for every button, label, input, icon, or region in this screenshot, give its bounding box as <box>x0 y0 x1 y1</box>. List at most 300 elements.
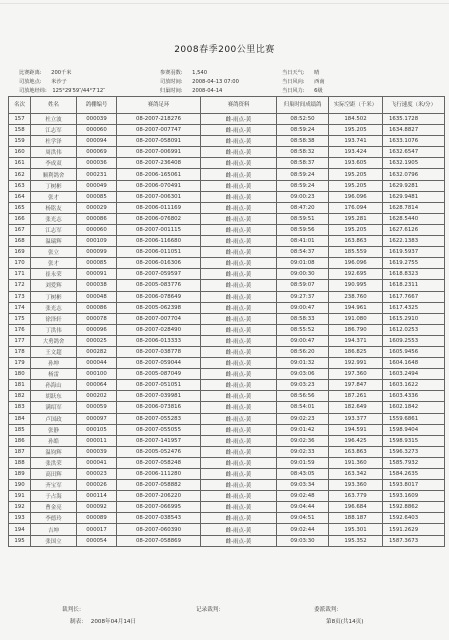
cell-pigeon-info: 雌-雨点-黄 <box>201 224 277 235</box>
table-row <box>9 147 445 158</box>
cell-rank: 164 <box>9 191 31 202</box>
cell-rank: 175 <box>9 313 31 324</box>
cell-loft-no: 000064 <box>77 380 117 391</box>
cell-loft-no: 000059 <box>77 402 117 413</box>
col-header-name: 姓名 <box>31 97 77 114</box>
cell-arrival-time: 08:47:20 <box>277 202 329 213</box>
cell-speed: 1592.8862 <box>383 502 445 513</box>
cell-arrival-time: 09:02:48 <box>277 491 329 502</box>
cell-name: 满绍军 <box>31 402 77 413</box>
cell-speed: 1587.3673 <box>383 535 445 546</box>
cell-ring: 08-2006-076802 <box>117 213 201 224</box>
cell-loft-no: 000017 <box>77 524 117 535</box>
cell-pigeon-info: 雌-雨点-黄 <box>201 424 277 435</box>
cell-ring: 08-2006-011051 <box>117 247 201 258</box>
cell-distance: 196.096 <box>329 258 383 269</box>
cell-pigeon-info: 雌-雨点-黄 <box>201 469 277 480</box>
cell-loft-no: 000085 <box>77 258 117 269</box>
cell-loft-no: 000100 <box>77 369 117 380</box>
col-header-speed: 飞行速度（米/分） <box>383 97 445 114</box>
cell-pigeon-info: 雌-雨点-黄 <box>201 535 277 546</box>
cell-loft-no: 000202 <box>77 391 117 402</box>
cell-arrival-time: 08:43:05 <box>277 469 329 480</box>
cell-rank: 165 <box>9 202 31 213</box>
cell-name: 丁树彬 <box>31 180 77 191</box>
meta-release-location: 司放地点: 米沙子 <box>19 79 67 85</box>
cell-loft-no: 000099 <box>77 247 117 258</box>
cell-distance: 195.205 <box>329 224 383 235</box>
cell-rank: 193 <box>9 513 31 524</box>
cell-distance: 186.825 <box>329 346 383 357</box>
cell-speed: 1632.0796 <box>383 169 445 180</box>
cell-speed: 1635.1728 <box>383 114 445 125</box>
cell-ring: 08-2005-052476 <box>117 446 201 457</box>
table-row <box>9 136 445 147</box>
table-row <box>9 469 445 480</box>
cell-rank: 188 <box>9 457 31 468</box>
cell-pigeon-info: 雌-雨点-黄 <box>201 247 277 258</box>
cell-loft-no: 000036 <box>77 158 117 169</box>
table-row <box>9 457 445 468</box>
cell-ring: 08-2007-059044 <box>117 358 201 369</box>
cell-rank: 186 <box>9 435 31 446</box>
cell-loft-no: 000085 <box>77 191 117 202</box>
cell-rank: 163 <box>9 180 31 191</box>
cell-pigeon-info: 雌-雨点-黄 <box>201 169 277 180</box>
cell-pigeon-info: 雌-雨点-黄 <box>201 313 277 324</box>
cell-pigeon-info: 雌-雨点-黄 <box>201 191 277 202</box>
table-row <box>9 513 445 524</box>
cell-ring: 08-2007-058091 <box>117 136 201 147</box>
table-row <box>9 435 445 446</box>
cell-ring: 08-2005-083776 <box>117 280 201 291</box>
cell-rank: 183 <box>9 402 31 413</box>
cell-arrival-time: 09:27:37 <box>277 291 329 302</box>
cell-loft-no: 000109 <box>77 236 117 247</box>
cell-ring: 08-2007-055283 <box>117 413 201 424</box>
table-row <box>9 247 445 258</box>
cell-name: 张洪荣 <box>31 457 77 468</box>
cell-name: 崔永荣 <box>31 269 77 280</box>
cell-pigeon-info: 雌-雨点-黄 <box>201 269 277 280</box>
cell-distance: 192.695 <box>329 269 383 280</box>
cell-pigeon-info: 雌-雨点-黄 <box>201 402 277 413</box>
cell-name: 张光志 <box>31 213 77 224</box>
cell-loft-no: 000114 <box>77 491 117 502</box>
cell-speed: 1604.1648 <box>383 358 445 369</box>
footer-print-info: 制表： 2008年04月14日 <box>70 619 137 625</box>
table-row <box>9 346 445 357</box>
cell-distance: 163.863 <box>329 446 383 457</box>
cell-rank: 171 <box>9 269 31 280</box>
cell-name: 张才 <box>31 258 77 269</box>
cell-rank: 161 <box>9 158 31 169</box>
footer-assigned-referee: 委派裁判： <box>314 607 342 613</box>
cell-speed: 1617.4325 <box>383 302 445 313</box>
cell-arrival-time: 09:03:23 <box>277 380 329 391</box>
cell-arrival-time: 09:02:44 <box>277 524 329 535</box>
cell-loft-no: 000231 <box>77 169 117 180</box>
cell-rank: 166 <box>9 213 31 224</box>
cell-loft-no: 000038 <box>77 280 117 291</box>
cell-name: 丁洪伟 <box>31 324 77 335</box>
cell-arrival-time: 08:58:32 <box>277 147 329 158</box>
cell-arrival-time: 08:58:37 <box>277 158 329 169</box>
cell-distance: 195.205 <box>329 169 383 180</box>
cell-ring: 08-2007-066995 <box>117 502 201 513</box>
table-row <box>9 302 445 313</box>
cell-name: 孙海山 <box>31 380 77 391</box>
cell-rank: 182 <box>9 391 31 402</box>
cell-name: 李成双 <box>31 158 77 169</box>
cell-ring: 08-2006-078649 <box>117 291 201 302</box>
cell-name: 江志军 <box>31 125 77 136</box>
cell-pigeon-info: 雌-雨点-黄 <box>201 202 277 213</box>
cell-name: 周洪伟 <box>31 147 77 158</box>
table-row <box>9 446 445 457</box>
cell-pigeon-info: 雌-雨点-黄 <box>201 136 277 147</box>
cell-speed: 1618.8323 <box>383 269 445 280</box>
cell-loft-no: 000011 <box>77 435 117 446</box>
cell-arrival-time: 09:02:23 <box>277 413 329 424</box>
cell-distance: 192.991 <box>329 358 383 369</box>
cell-name: 大勇鸽舍 <box>31 335 77 346</box>
cell-speed: 1619.2755 <box>383 258 445 269</box>
cell-rank: 179 <box>9 358 31 369</box>
cell-name: 于占海 <box>31 491 77 502</box>
cell-speed: 1603.2494 <box>383 369 445 380</box>
cell-name: 孙皓 <box>31 435 77 446</box>
cell-loft-no: 000282 <box>77 346 117 357</box>
cell-rank: 174 <box>9 302 31 313</box>
meta-wind-direction: 当日风向: 西南 <box>282 79 325 85</box>
cell-arrival-time: 09:00:30 <box>277 269 329 280</box>
table-row <box>9 524 445 535</box>
cell-speed: 1632.1905 <box>383 158 445 169</box>
cell-rank: 173 <box>9 291 31 302</box>
table-row <box>9 402 445 413</box>
cell-rank: 194 <box>9 524 31 535</box>
cell-arrival-time: 09:02:36 <box>277 435 329 446</box>
table-row <box>9 335 445 346</box>
cell-distance: 194.591 <box>329 424 383 435</box>
cell-ring: 08-2007-060390 <box>117 524 201 535</box>
cell-speed: 1632.6547 <box>383 147 445 158</box>
cell-speed: 1628.5440 <box>383 213 445 224</box>
table-header-row <box>9 97 445 114</box>
cell-loft-no: 000096 <box>77 324 117 335</box>
cell-arrival-time: 08:56:56 <box>277 391 329 402</box>
table-body <box>9 114 445 547</box>
meta-release-time: 司放时间: 2008-04-13 07:00 <box>160 79 239 85</box>
cell-arrival-time: 08:52:50 <box>277 114 329 125</box>
cell-loft-no: 000105 <box>77 424 117 435</box>
cell-distance: 186.790 <box>329 324 383 335</box>
cell-speed: 1629.9281 <box>383 180 445 191</box>
page-title: 2008春季200公里比赛 <box>174 45 275 55</box>
cell-ring: 08-2007-058248 <box>117 457 201 468</box>
cell-ring: 08-2006-165061 <box>117 169 201 180</box>
col-header-rank: 名次 <box>9 97 31 114</box>
cell-name: 温瑞辉 <box>31 236 77 247</box>
cell-speed: 1605.9456 <box>383 346 445 357</box>
cell-pigeon-info: 雌-雨点-黄 <box>201 369 277 380</box>
table-row <box>9 213 445 224</box>
cell-name: 张立 <box>31 247 77 258</box>
cell-speed: 1592.6403 <box>383 513 445 524</box>
cell-distance: 188.187 <box>329 513 383 524</box>
cell-pigeon-info: 雌-雨点-黄 <box>201 358 277 369</box>
cell-ring: 08-2006-073816 <box>117 402 201 413</box>
cell-speed: 1602.1842 <box>383 402 445 413</box>
cell-name: 温钧辉 <box>31 446 77 457</box>
cell-arrival-time: 08:59:07 <box>277 280 329 291</box>
cell-rank: 177 <box>9 335 31 346</box>
cell-arrival-time: 09:01:32 <box>277 358 329 369</box>
cell-pigeon-info: 雌-雨点-黄 <box>201 391 277 402</box>
cell-loft-no: 000039 <box>77 446 117 457</box>
cell-loft-no: 000048 <box>77 291 117 302</box>
cell-ring: 08-2007-007704 <box>117 313 201 324</box>
cell-loft-no: 000060 <box>77 125 117 136</box>
cell-loft-no: 000086 <box>77 302 117 313</box>
cell-pigeon-info: 雌-雨点-黄 <box>201 524 277 535</box>
cell-distance: 196.684 <box>329 502 383 513</box>
cell-pigeon-info: 雌-雨点-黄 <box>201 147 277 158</box>
cell-name: 杨雷 <box>31 369 77 380</box>
cell-loft-no: 000091 <box>77 269 117 280</box>
cell-ring: 08-2007-006301 <box>117 191 201 202</box>
col-header-arrival-time: 归巢时间成绩鸽 <box>277 97 329 114</box>
cell-pigeon-info: 雌-雨点-黄 <box>201 413 277 424</box>
cell-rank: 190 <box>9 480 31 491</box>
cell-ring: 08-2007-059597 <box>117 269 201 280</box>
cell-ring: 08-2007-058869 <box>117 535 201 546</box>
cell-name: 王文超 <box>31 346 77 357</box>
cell-name: 曹金亮 <box>31 502 77 513</box>
cell-ring: 08-2007-006991 <box>117 147 201 158</box>
cell-ring: 08-2007-001115 <box>117 224 201 235</box>
scan-edge <box>0 3 449 4</box>
cell-rank: 189 <box>9 469 31 480</box>
cell-rank: 191 <box>9 491 31 502</box>
table-row <box>9 413 445 424</box>
table-row <box>9 114 445 125</box>
cell-speed: 1627.6126 <box>383 224 445 235</box>
cell-ring: 08-2007-055055 <box>117 424 201 435</box>
cell-pigeon-info: 雌-雨点-黄 <box>201 335 277 346</box>
cell-distance: 163.863 <box>329 236 383 247</box>
cell-name: 顺利鸽舍 <box>31 169 77 180</box>
cell-speed: 1603.4336 <box>383 391 445 402</box>
cell-speed: 1634.8827 <box>383 125 445 136</box>
cell-loft-no: 000044 <box>77 358 117 369</box>
cell-speed: 1622.1383 <box>383 236 445 247</box>
col-header-pigeon-info: 赛鸽资料 <box>201 97 277 114</box>
cell-pigeon-info: 雌-雨点-黄 <box>201 280 277 291</box>
cell-speed: 1591.2629 <box>383 524 445 535</box>
cell-distance: 176.094 <box>329 202 383 213</box>
cell-arrival-time: 09:03:30 <box>277 535 329 546</box>
cell-ring: 08-2007-007747 <box>117 125 201 136</box>
meta-entries: 参赛羽数: 1,540 <box>160 70 208 76</box>
table-row <box>9 358 445 369</box>
cell-name: 李德玲 <box>31 513 77 524</box>
cell-pigeon-info: 雌-雨点-黄 <box>201 480 277 491</box>
cell-loft-no: 000086 <box>77 213 117 224</box>
cell-name: 徐泽轩 <box>31 313 77 324</box>
cell-arrival-time: 08:59:24 <box>277 180 329 191</box>
cell-loft-no: 000049 <box>77 180 117 191</box>
cell-distance: 196.096 <box>329 191 383 202</box>
cell-pigeon-info: 雌-雨点-黄 <box>201 491 277 502</box>
table-row <box>9 280 445 291</box>
cell-ring: 08-2006-016306 <box>117 258 201 269</box>
cell-loft-no: 000029 <box>77 202 117 213</box>
cell-name: 张静 <box>31 424 77 435</box>
table-row <box>9 535 445 546</box>
cell-rank: 184 <box>9 413 31 424</box>
cell-arrival-time: 09:01:59 <box>277 457 329 468</box>
cell-speed: 1593.1609 <box>383 491 445 502</box>
cell-arrival-time: 08:58:33 <box>277 313 329 324</box>
cell-rank: 176 <box>9 324 31 335</box>
cell-loft-no: 000054 <box>77 535 117 546</box>
cell-distance: 197.847 <box>329 380 383 391</box>
cell-speed: 1629.9481 <box>383 191 445 202</box>
cell-arrival-time: 09:03:34 <box>277 480 329 491</box>
cell-pigeon-info: 雌-雨点-黄 <box>201 502 277 513</box>
cell-loft-no: 000060 <box>77 224 117 235</box>
cell-loft-no: 000039 <box>77 114 117 125</box>
cell-loft-no: 000041 <box>77 457 117 468</box>
table-row <box>9 202 445 213</box>
table-row <box>9 158 445 169</box>
cell-speed: 1617.7667 <box>383 291 445 302</box>
cell-arrival-time: 09:02:33 <box>277 446 329 457</box>
cell-ring: 08-2007-058882 <box>117 480 201 491</box>
cell-arrival-time: 08:54:01 <box>277 402 329 413</box>
cell-arrival-time: 08:58:38 <box>277 136 329 147</box>
cell-name: 张国立 <box>31 535 77 546</box>
table-row <box>9 180 445 191</box>
cell-pigeon-info: 雌-雨点-黄 <box>201 291 277 302</box>
cell-arrival-time: 09:01:08 <box>277 258 329 269</box>
table-row <box>9 424 445 435</box>
cell-distance: 182.649 <box>329 402 383 413</box>
cell-pigeon-info: 雌-雨点-黄 <box>201 213 277 224</box>
cell-arrival-time: 09:00:47 <box>277 302 329 313</box>
cell-loft-no: 000026 <box>77 480 117 491</box>
cell-rank: 192 <box>9 502 31 513</box>
cell-rank: 158 <box>9 125 31 136</box>
cell-loft-no: 000094 <box>77 136 117 147</box>
cell-name: 杜学泽 <box>31 136 77 147</box>
cell-pigeon-info: 雌-雨点-黄 <box>201 380 277 391</box>
cell-loft-no: 000092 <box>77 502 117 513</box>
cell-arrival-time: 09:00:47 <box>277 335 329 346</box>
cell-name: 孙坤 <box>31 358 77 369</box>
cell-distance: 238.760 <box>329 291 383 302</box>
table-row <box>9 291 445 302</box>
cell-speed: 1593.8017 <box>383 480 445 491</box>
footer-page-info: 第8页(共14页) <box>326 619 364 625</box>
cell-name: 丁树彬 <box>31 291 77 302</box>
cell-ring: 08-2006-116680 <box>117 236 201 247</box>
cell-speed: 1596.3273 <box>383 446 445 457</box>
cell-distance: 184.502 <box>329 114 383 125</box>
cell-arrival-time: 09:01:42 <box>277 424 329 435</box>
cell-distance: 194.961 <box>329 302 383 313</box>
cell-distance: 191.080 <box>329 313 383 324</box>
cell-rank: 167 <box>9 224 31 235</box>
cell-distance: 194.371 <box>329 335 383 346</box>
cell-distance: 195.205 <box>329 125 383 136</box>
cell-arrival-time: 08:59:24 <box>277 169 329 180</box>
cell-ring: 08-2005-087049 <box>117 369 201 380</box>
cell-pigeon-info: 雌-雨点-黄 <box>201 513 277 524</box>
cell-distance: 195.301 <box>329 524 383 535</box>
cell-speed: 1598.9315 <box>383 435 445 446</box>
cell-pigeon-info: 雌-雨点-黄 <box>201 236 277 247</box>
cell-pigeon-info: 雌-雨点-黄 <box>201 446 277 457</box>
cell-name: 杨铭友 <box>31 202 77 213</box>
cell-distance: 193.741 <box>329 136 383 147</box>
cell-distance: 195.205 <box>329 180 383 191</box>
cell-speed: 1619.5937 <box>383 247 445 258</box>
cell-pigeon-info: 雌-雨点-黄 <box>201 180 277 191</box>
cell-pigeon-info: 雌-雨点-黄 <box>201 346 277 357</box>
cell-rank: 178 <box>9 346 31 357</box>
table-row <box>9 258 445 269</box>
cell-arrival-time: 08:54:37 <box>277 247 329 258</box>
cell-rank: 185 <box>9 424 31 435</box>
table-row <box>9 269 445 280</box>
cell-name: 卢国政 <box>31 413 77 424</box>
cell-pigeon-info: 雌-雨点-黄 <box>201 324 277 335</box>
cell-arrival-time: 08:41:01 <box>277 236 329 247</box>
cell-distance: 191.360 <box>329 457 383 468</box>
cell-loft-no: 000023 <box>77 469 117 480</box>
cell-ring: 08-2006-011169 <box>117 202 201 213</box>
table-row <box>9 313 445 324</box>
cell-name: 江志军 <box>31 224 77 235</box>
cell-rank: 181 <box>9 380 31 391</box>
cell-arrival-time: 09:00:23 <box>277 191 329 202</box>
cell-rank: 159 <box>9 136 31 147</box>
cell-speed: 1585.7932 <box>383 457 445 468</box>
col-header-loft-no: 鸽棚编号 <box>77 97 117 114</box>
cell-loft-no: 000025 <box>77 335 117 346</box>
results-table <box>8 96 445 547</box>
cell-arrival-time: 08:59:24 <box>277 125 329 136</box>
cell-arrival-time: 08:55:52 <box>277 324 329 335</box>
cell-rank: 160 <box>9 147 31 158</box>
cell-distance: 193.377 <box>329 413 383 424</box>
table-row <box>9 169 445 180</box>
col-header-ring: 赛鸽足环 <box>117 97 201 114</box>
cell-loft-no: 000078 <box>77 313 117 324</box>
cell-arrival-time: 08:59:56 <box>277 224 329 235</box>
cell-loft-no: 000097 <box>77 413 117 424</box>
cell-distance: 195.281 <box>329 213 383 224</box>
cell-ring: 08-2007-218276 <box>117 114 201 125</box>
cell-distance: 163.779 <box>329 491 383 502</box>
cell-ring: 08-2007-141957 <box>117 435 201 446</box>
cell-distance: 185.559 <box>329 247 383 258</box>
table-row <box>9 125 445 136</box>
cell-arrival-time: 09:04:44 <box>277 502 329 513</box>
